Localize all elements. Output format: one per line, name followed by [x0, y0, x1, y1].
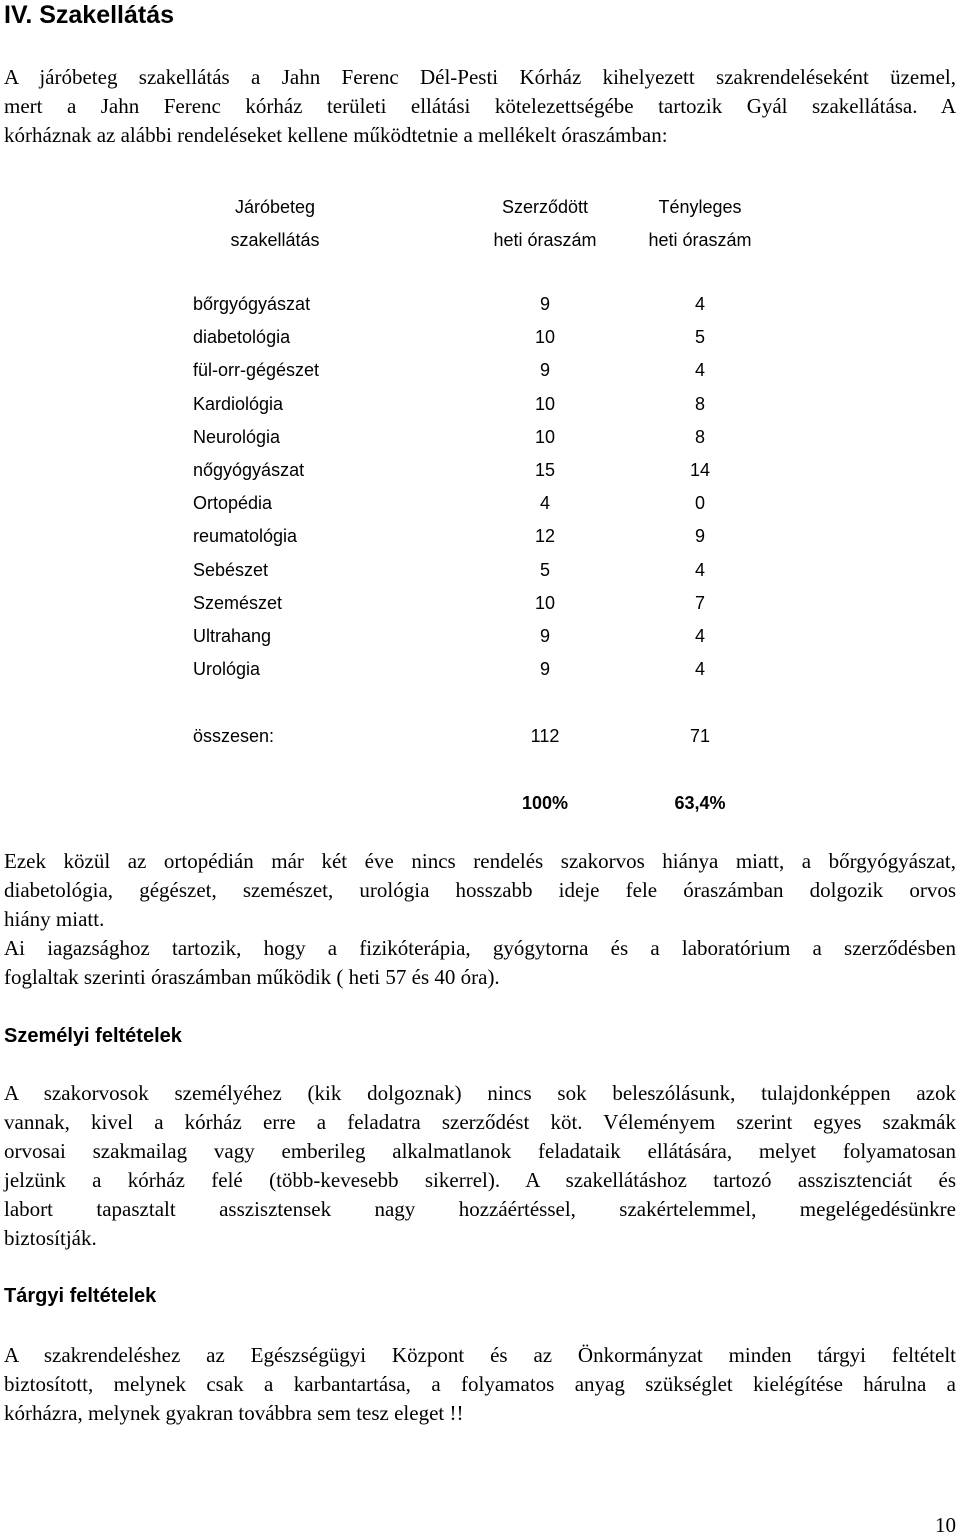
row-contracted-hours: 4 [539, 493, 550, 513]
header-actual-line2: heti óraszám [648, 230, 752, 250]
shortage-line: Ezek közül az ortopédián már két éve nincs rendelés szakorvos hiánya miatt, a bőrgyógyászat, [4, 849, 956, 873]
material-line: kórházra, melynek gyakran továbbra sem tesz eleget !! [4, 1401, 464, 1425]
row-contracted-hours: 9 [539, 659, 550, 679]
header-actual-line1: Tényleges [658, 197, 742, 217]
physio-paragraph [4, 934, 956, 992]
percent-actual: 63,4% [674, 793, 726, 813]
row-actual-hours: 5 [694, 327, 705, 347]
row-specialty: Ortopédia [193, 493, 273, 513]
personal-line: jelzünk a kórház felé (több-kevesebb sikerrel). A szakellátáshoz tartozó asszisztenciát és [4, 1168, 956, 1192]
row-specialty: Sebészet [193, 560, 269, 580]
physio-line: foglaltak szerinti óraszámban működik ( heti 57 és 40 óra). [4, 965, 500, 989]
row-contracted-hours: 9 [539, 626, 550, 646]
row-specialty: Kardiológia [193, 394, 284, 414]
intro-line: mert a Jahn Ferenc kórház területi ellátási kötelezettségébe tartozik Gyál szakellátása. A [4, 94, 956, 118]
row-specialty: Neurológia [193, 427, 281, 447]
row-actual-hours: 4 [694, 659, 705, 679]
row-actual-hours: 14 [689, 460, 711, 480]
heading-personal: Személyi feltételek [4, 1025, 182, 1047]
material-line: biztosított, melynek csak a karbantartása, a folyamatos anyag szükséglet kielégítése hárulna a [4, 1372, 956, 1396]
personal-line: orvosai szakmailag vagy emberileg alkalmatlanok feladataik ellátására, melyet folyamatosan [4, 1139, 956, 1163]
personal-line: biztosítják. [4, 1226, 97, 1250]
row-actual-hours: 4 [694, 626, 705, 646]
shortage-line: diabetológia, gégészet, szemészet, urológia hosszabb ideje fele óraszámban dolgozik orvos [4, 878, 956, 902]
row-contracted-hours: 9 [539, 294, 550, 314]
intro-line: A járóbeteg szakellátás a Jahn Ferenc Dél-Pesti Kórház kihelyezett szakrendeléseként üzemel, [4, 65, 956, 89]
row-specialty: reumatológia [193, 526, 298, 546]
heading-material: Tárgyi feltételek [4, 1285, 157, 1307]
row-actual-hours: 9 [694, 526, 705, 546]
header-contracted-line1: Szerződött [501, 197, 589, 217]
row-contracted-hours: 12 [534, 526, 556, 546]
row-specialty: diabetológia [193, 327, 291, 347]
section-title: IV. Szakellátás [4, 1, 175, 29]
row-specialty: nőgyógyászat [193, 460, 305, 480]
total-contracted: 112 [530, 726, 560, 746]
row-specialty: fül-orr-gégészet [193, 360, 320, 380]
row-actual-hours: 8 [694, 394, 705, 414]
row-actual-hours: 4 [694, 294, 705, 314]
intro-line: kórháznak az alábbi rendeléseket kellene működtetnie a mellékelt óraszámban: [4, 123, 668, 147]
header-specialty-line2: szakellátás [230, 230, 320, 250]
row-contracted-hours: 10 [534, 327, 556, 347]
row-contracted-hours: 5 [539, 560, 550, 580]
physio-line: Ai iagazsághoz tartozik, hogy a fizikóterápia, gyógytorna és a laboratórium a szerződésben [4, 936, 956, 960]
total-label: összesen: [193, 726, 275, 746]
personal-line: A szakorvosok személyéhez (kik dolgoznak) nincs sok beleszólásunk, tulajdonképpen azok [4, 1081, 956, 1105]
row-contracted-hours: 10 [534, 427, 556, 447]
row-specialty: Szemészet [193, 593, 283, 613]
total-actual: 71 [689, 726, 711, 746]
header-contracted-line2: heti óraszám [493, 230, 597, 250]
intro-paragraph [4, 63, 956, 150]
row-specialty: Urológia [193, 659, 261, 679]
row-actual-hours: 4 [694, 360, 705, 380]
row-contracted-hours: 10 [534, 394, 556, 414]
material-line: A szakrendeléshez az Egészségügyi Központ és az Önkormányzat minden tárgyi feltételt [4, 1343, 956, 1367]
row-actual-hours: 8 [694, 427, 705, 447]
row-contracted-hours: 9 [539, 360, 550, 380]
percent-contracted: 100% [521, 793, 569, 813]
row-actual-hours: 0 [694, 493, 705, 513]
personal-line: labort tapasztalt asszisztensek nagy hozzáértéssel, szakértelemmel, megelégedésünkre [4, 1197, 956, 1221]
row-contracted-hours: 15 [534, 460, 556, 480]
shortage-line: hiány miatt. [4, 907, 105, 931]
personal-paragraph [4, 1079, 956, 1253]
material-paragraph [4, 1341, 956, 1428]
page-number: 10 [935, 1513, 956, 1537]
row-actual-hours: 7 [694, 593, 705, 613]
row-specialty: Ultrahang [193, 626, 272, 646]
row-contracted-hours: 10 [534, 593, 556, 613]
row-actual-hours: 4 [694, 560, 705, 580]
row-specialty: bőrgyógyászat [193, 294, 311, 314]
shortage-paragraph [4, 847, 956, 934]
personal-line: vannak, kivel a kórház erre a feladatra szerződést köt. Véleményem szerint egyes szakmák [4, 1110, 956, 1134]
header-specialty-line1: Járóbeteg [234, 197, 316, 217]
